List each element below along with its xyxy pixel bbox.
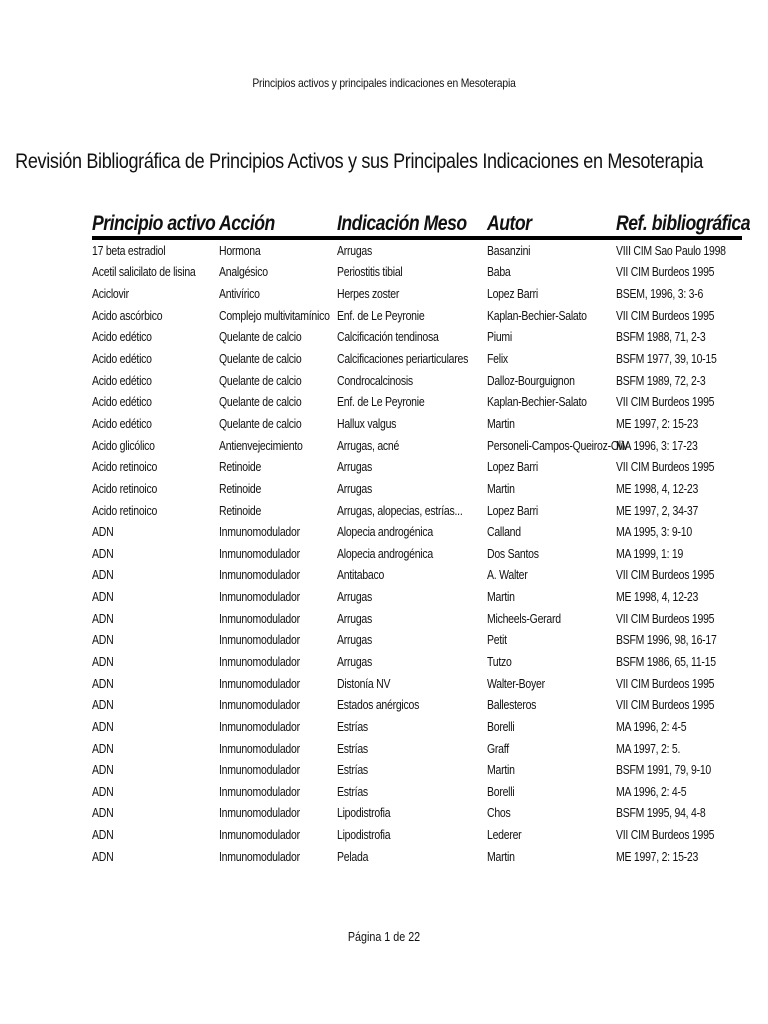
- cell-accion: Inmunomodulador: [219, 633, 300, 648]
- cell-referencia: VII CIM Burdeos 1995: [616, 698, 715, 713]
- cell-referencia: VII CIM Burdeos 1995: [616, 828, 715, 843]
- cell-principio-activo: ADN: [92, 590, 114, 605]
- cell-accion: Inmunomodulador: [219, 828, 300, 843]
- cell-autor: Martin: [487, 763, 515, 778]
- cell-accion: Quelante de calcio: [219, 352, 302, 367]
- running-header: Principios activos y principales indicaciones en Mesoterapia: [252, 76, 516, 90]
- cell-principio-activo: ADN: [92, 611, 114, 626]
- cell-principio-activo: ADN: [92, 849, 114, 864]
- cell-referencia: VII CIM Burdeos 1995: [616, 611, 715, 626]
- cell-indicacion: Arrugas: [337, 633, 373, 648]
- cell-autor: Chos: [487, 806, 511, 821]
- table-row: [92, 543, 742, 565]
- cell-accion: Complejo multivitamínico: [219, 308, 330, 323]
- cell-indicacion: Arrugas: [337, 611, 373, 626]
- column-header-autor: Autor: [487, 212, 532, 235]
- cell-indicacion: Enf. de Le Peyronie: [337, 395, 425, 410]
- cell-indicacion: Alopecia androgénica: [337, 525, 433, 540]
- column-header-indicacion: Indicación Meso: [337, 212, 467, 235]
- cell-autor: Kaplan-Bechier-Salato: [487, 308, 587, 323]
- cell-principio-activo: ADN: [92, 741, 114, 756]
- cell-referencia: MA 1999, 1: 19: [616, 546, 684, 561]
- table-row: [92, 478, 742, 500]
- cell-referencia: ME 1997, 2, 34-37: [616, 503, 699, 518]
- cell-referencia: MA 1996, 2: 4-5: [616, 784, 687, 799]
- table-header-row: [92, 200, 742, 238]
- cell-principio-activo: Acetil salicilato de lisina: [92, 265, 196, 280]
- cell-autor: Walter-Boyer: [487, 676, 545, 691]
- cell-accion: Retinoide: [219, 503, 262, 518]
- cell-indicacion: Herpes zoster: [337, 287, 400, 302]
- cell-referencia: ME 1997, 2: 15-23: [616, 849, 699, 864]
- cell-referencia: ME 1997, 2: 15-23: [616, 416, 699, 431]
- table-row: [92, 435, 742, 457]
- table-row: [92, 500, 742, 522]
- cell-referencia: VII CIM Burdeos 1995: [616, 676, 715, 691]
- cell-principio-activo: ADN: [92, 633, 114, 648]
- cell-indicacion: Calcificaciones periarticulares: [337, 352, 469, 367]
- cell-referencia: VII CIM Burdeos 1995: [616, 265, 715, 280]
- cell-autor: Basanzini: [487, 243, 531, 258]
- cell-accion: Inmunomodulador: [219, 784, 300, 799]
- cell-referencia: VII CIM Burdeos 1995: [616, 460, 715, 475]
- cell-accion: Inmunomodulador: [219, 590, 300, 605]
- cell-referencia: ME 1998, 4, 12-23: [616, 481, 699, 496]
- table-row: [92, 803, 742, 825]
- cell-indicacion: Arrugas: [337, 654, 373, 669]
- cell-principio-activo: ADN: [92, 676, 114, 691]
- cell-accion: Inmunomodulador: [219, 849, 300, 864]
- cell-principio-activo: Acido edético: [92, 373, 152, 388]
- cell-referencia: BSFM 1991, 79, 9-10: [616, 763, 712, 778]
- cell-indicacion: Calcificación tendinosa: [337, 330, 439, 345]
- table-row: [92, 565, 742, 587]
- cell-accion: Quelante de calcio: [219, 395, 302, 410]
- cell-referencia: VII CIM Burdeos 1995: [616, 395, 715, 410]
- table-row: [92, 391, 742, 413]
- cell-indicacion: Arrugas, acné: [337, 438, 400, 453]
- table-row: [92, 370, 742, 392]
- cell-indicacion: Distonía NV: [337, 676, 391, 691]
- cell-autor: Ballesteros: [487, 698, 537, 713]
- cell-principio-activo: 17 beta estradiol: [92, 243, 166, 258]
- cell-autor: Personeli-Campos-Queiroz-Oliv: [487, 438, 628, 453]
- cell-principio-activo: ADN: [92, 654, 114, 669]
- table-body: [92, 238, 742, 868]
- cell-indicacion: Estrías: [337, 784, 368, 799]
- cell-autor: Martin: [487, 481, 515, 496]
- cell-principio-activo: Acido retinoico: [92, 460, 158, 475]
- cell-principio-activo: ADN: [92, 806, 114, 821]
- cell-indicacion: Arrugas: [337, 460, 373, 475]
- cell-indicacion: Condrocalcinosis: [337, 373, 413, 388]
- table-row: [92, 759, 742, 781]
- cell-principio-activo: ADN: [92, 828, 114, 843]
- cell-referencia: BSFM 1995, 94, 4-8: [616, 806, 706, 821]
- cell-accion: Antienvejecimiento: [219, 438, 303, 453]
- table-row: [92, 630, 742, 652]
- cell-referencia: MA 1996, 3: 17-23: [616, 438, 698, 453]
- cell-autor: Lederer: [487, 828, 522, 843]
- cell-accion: Inmunomodulador: [219, 676, 300, 691]
- cell-autor: Graff: [487, 741, 509, 756]
- cell-principio-activo: Acido retinoico: [92, 481, 158, 496]
- cell-autor: Dalloz-Bourguignon: [487, 373, 575, 388]
- cell-autor: Martin: [487, 590, 515, 605]
- cell-referencia: VIII CIM Sao Paulo 1998: [616, 243, 726, 258]
- cell-principio-activo: Acido glicólico: [92, 438, 155, 453]
- cell-indicacion: Periostitis tibial: [337, 265, 403, 280]
- cell-referencia: VII CIM Burdeos 1995: [616, 568, 715, 583]
- cell-indicacion: Estrías: [337, 763, 368, 778]
- table-row: [92, 586, 742, 608]
- cell-autor: Petit: [487, 633, 507, 648]
- page-number: Página 1 de 22: [347, 930, 421, 944]
- cell-autor: Baba: [487, 265, 511, 280]
- cell-accion: Analgésico: [219, 265, 268, 280]
- cell-indicacion: Enf. de Le Peyronie: [337, 308, 425, 323]
- references-table-container: [92, 200, 751, 868]
- cell-referencia: BSFM 1989, 72, 2-3: [616, 373, 706, 388]
- cell-autor: Lopez Barri: [487, 460, 538, 475]
- cell-accion: Quelante de calcio: [219, 330, 302, 345]
- table-row: [92, 716, 742, 738]
- column-header-principio: Principio activo: [92, 212, 216, 235]
- cell-accion: Retinoide: [219, 460, 262, 475]
- cell-indicacion: Arrugas: [337, 243, 373, 258]
- cell-autor: Lopez Barri: [487, 287, 538, 302]
- cell-indicacion: Arrugas: [337, 590, 373, 605]
- table-row: [92, 694, 742, 716]
- cell-principio-activo: ADN: [92, 763, 114, 778]
- cell-principio-activo: ADN: [92, 525, 114, 540]
- cell-indicacion: Lipodistrofia: [337, 806, 391, 821]
- cell-indicacion: Arrugas: [337, 481, 373, 496]
- table-row: [92, 305, 742, 327]
- cell-accion: Quelante de calcio: [219, 373, 302, 388]
- table-row: [92, 608, 742, 630]
- references-table: [92, 200, 751, 868]
- cell-accion: Inmunomodulador: [219, 654, 300, 669]
- cell-accion: Inmunomodulador: [219, 719, 300, 734]
- cell-indicacion: Alopecia androgénica: [337, 546, 433, 561]
- cell-accion: Inmunomodulador: [219, 806, 300, 821]
- cell-principio-activo: ADN: [92, 568, 114, 583]
- cell-referencia: BSFM 1988, 71, 2-3: [616, 330, 706, 345]
- cell-indicacion: Antitabaco: [337, 568, 385, 583]
- column-header-referencia: Ref. bibliográfica: [616, 212, 751, 235]
- cell-autor: Lopez Barri: [487, 503, 538, 518]
- cell-autor: Piumi: [487, 330, 513, 345]
- table-row: [92, 651, 742, 673]
- cell-autor: Martin: [487, 416, 515, 431]
- table-row: [92, 521, 742, 543]
- cell-accion: Inmunomodulador: [219, 611, 300, 626]
- cell-principio-activo: Acido edético: [92, 330, 152, 345]
- table-row: [92, 846, 742, 868]
- cell-principio-activo: Aciclovir: [92, 287, 129, 302]
- cell-referencia: MA 1996, 2: 4-5: [616, 719, 687, 734]
- cell-principio-activo: ADN: [92, 546, 114, 561]
- cell-autor: Micheels-Gerard: [487, 611, 561, 626]
- cell-principio-activo: Acido ascórbico: [92, 308, 163, 323]
- cell-indicacion: Hallux valgus: [337, 416, 397, 431]
- cell-autor: Borelli: [487, 784, 515, 799]
- table-row: [92, 781, 742, 803]
- cell-indicacion: Lipodistrofia: [337, 828, 391, 843]
- table-row: [92, 824, 742, 846]
- cell-indicacion: Estados anérgicos: [337, 698, 420, 713]
- cell-principio-activo: ADN: [92, 698, 114, 713]
- table-row: [92, 413, 742, 435]
- column-header-accion: Acción: [219, 212, 275, 235]
- cell-accion: Inmunomodulador: [219, 525, 300, 540]
- cell-principio-activo: Acido retinoico: [92, 503, 158, 518]
- table-row: [92, 738, 742, 760]
- table-row: [92, 262, 742, 284]
- cell-referencia: MA 1997, 2: 5.: [616, 741, 681, 756]
- cell-referencia: BSEM, 1996, 3: 3-6: [616, 287, 704, 302]
- cell-autor: Calland: [487, 525, 521, 540]
- cell-principio-activo: ADN: [92, 784, 114, 799]
- cell-autor: Felix: [487, 352, 508, 367]
- cell-referencia: VII CIM Burdeos 1995: [616, 308, 715, 323]
- cell-autor: Kaplan-Bechier-Salato: [487, 395, 587, 410]
- cell-principio-activo: ADN: [92, 719, 114, 734]
- cell-indicacion: Estrías: [337, 719, 368, 734]
- cell-principio-activo: Acido edético: [92, 395, 152, 410]
- cell-referencia: BSFM 1996, 98, 16-17: [616, 633, 717, 648]
- table-row: [92, 348, 742, 370]
- table-row: [92, 456, 742, 478]
- cell-principio-activo: Acido edético: [92, 416, 152, 431]
- cell-accion: Antivírico: [219, 287, 260, 302]
- cell-referencia: MA 1995, 3: 9-10: [616, 525, 692, 540]
- cell-accion: Inmunomodulador: [219, 568, 300, 583]
- cell-autor: Tutzo: [487, 654, 512, 669]
- cell-accion: Hormona: [219, 243, 261, 258]
- cell-indicacion: Arrugas, alopecias, estrías...: [337, 503, 463, 518]
- table-row: [92, 327, 742, 349]
- cell-accion: Inmunomodulador: [219, 741, 300, 756]
- cell-autor: Martin: [487, 849, 515, 864]
- cell-indicacion: Pelada: [337, 849, 369, 864]
- cell-accion: Retinoide: [219, 481, 262, 496]
- cell-autor: A. Walter: [487, 568, 528, 583]
- cell-autor: Dos Santos: [487, 546, 539, 561]
- cell-principio-activo: Acido edético: [92, 352, 152, 367]
- cell-referencia: BSFM 1986, 65, 11-15: [616, 654, 716, 669]
- table-row: [92, 673, 742, 695]
- cell-indicacion: Estrías: [337, 741, 368, 756]
- cell-referencia: ME 1998, 4, 12-23: [616, 590, 699, 605]
- cell-accion: Inmunomodulador: [219, 763, 300, 778]
- cell-accion: Inmunomodulador: [219, 546, 300, 561]
- cell-referencia: BSFM 1977, 39, 10-15: [616, 352, 717, 367]
- cell-accion: Inmunomodulador: [219, 698, 300, 713]
- table-row: [92, 238, 742, 262]
- document-title: Revisión Bibliográfica de Principios Activos y sus Principales Indicaciones en Mesoterapia: [15, 150, 703, 173]
- cell-autor: Borelli: [487, 719, 515, 734]
- cell-accion: Quelante de calcio: [219, 416, 302, 431]
- table-row: [92, 283, 742, 305]
